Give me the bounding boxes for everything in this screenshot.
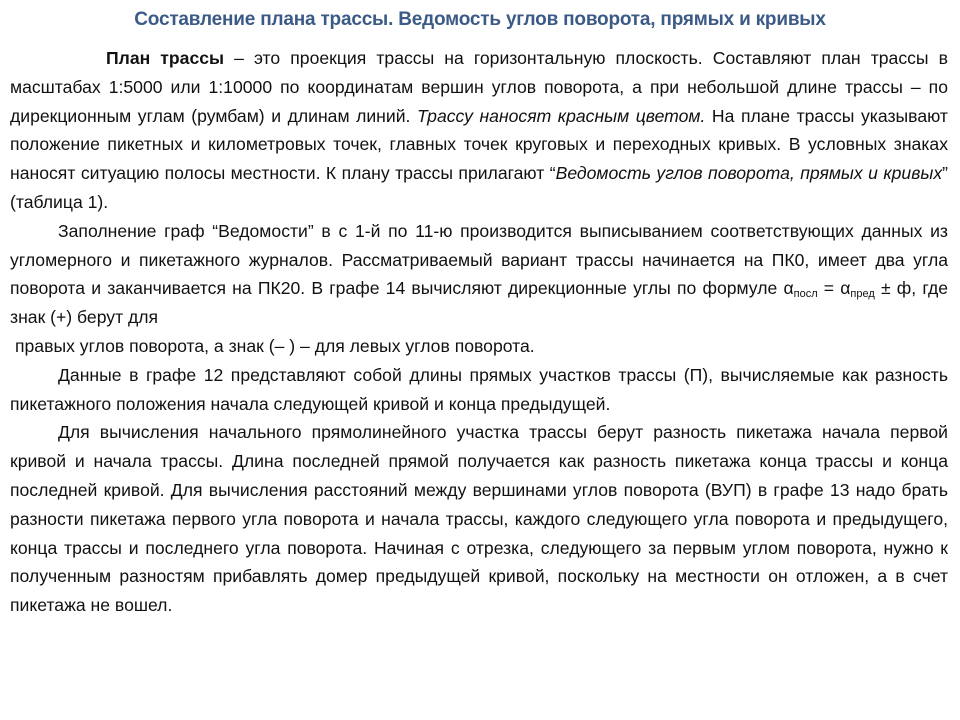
p1-text-1: – это проекция трассы на горизонтальную плоскость. Составляют план трассы в масштабах 1:5000 или 1:10000 по координатам вершин углов поворота, а при небольшой длине трассы – по дирекционным углам (румбам) и длинам линий. <box>10 48 948 126</box>
formula-alpha-next: α <box>783 278 794 299</box>
p2-text-3: правых углов поворота, а знак (– ) – для левых углов поворота. <box>15 335 535 356</box>
paragraph-route-plan <box>10 44 948 217</box>
p1-text-3: ” (таблица 1). <box>10 163 948 212</box>
formula-sub-next: посл <box>793 288 818 301</box>
p1-italic-statement-title: Ведомость углов поворота, прямых и кривых <box>555 163 943 184</box>
p1-text-2: На плане трассы указывают положение пикетных и километровых точек, главных точек круговых и переходных кривых. В условных знаках наносят ситуацию полосы местности. К плану трассы прилагают “ <box>10 105 948 184</box>
formula-sub-prev: пред <box>850 288 875 301</box>
p2-text-1: Заполнение граф “Ведомости” в с 1-й по 11-ю производится выписыванием соответствующих данных из угломерного и пикетажного журналов. Рассматриваемый вариант трассы начинается на ПК0, имеет два угла поворота и заканчивается на ПК20. В графе 14 вычисляют дирекционные углы по формуле <box>10 220 948 299</box>
paragraph-statement-filling <box>10 217 948 361</box>
term-route-plan: План трассы <box>106 48 225 68</box>
paragraph-straight-sections: Для вычисления начального прямолинейного участка трассы берут разность пикетажа начала первой кривой и начала трассы. Длина последней прямой получается как разность пикетажа конца трассы и конца последней кривой. Для вычисления расстояний между вершинами углов поворота (ВУП) в графе 13 надо брать разности пикетажа первого угла поворота и начала трассы, каждого следующего угла поворота и предыдущего, конца трассы и последнего угла поворота. Начиная с отрезка, следующего за первым углом поворота, нужно к полученным разностям прибавлять домер предыдущей кривой, поскольку на местности он отложен, а в счет пикетажа не вошел. <box>10 422 948 616</box>
slide-title: Составление плана трассы. Ведомость углов поворота, прямых и кривых <box>134 9 826 30</box>
p2-text-2: ± ф, где знак (+) берут для <box>10 278 948 328</box>
slide-body <box>10 44 948 620</box>
paragraph-column-12: Данные в графе 12 представляют собой длины прямых участков трассы (П), вычисляемые как разность пикетажного положения начала следующей кривой и конца предыдущей. <box>10 364 948 414</box>
p1-italic-red-color: Трассу наносят красным цветом. <box>417 105 706 126</box>
formula-alpha-prev: α <box>840 278 851 299</box>
formula-equals: = <box>817 278 841 299</box>
